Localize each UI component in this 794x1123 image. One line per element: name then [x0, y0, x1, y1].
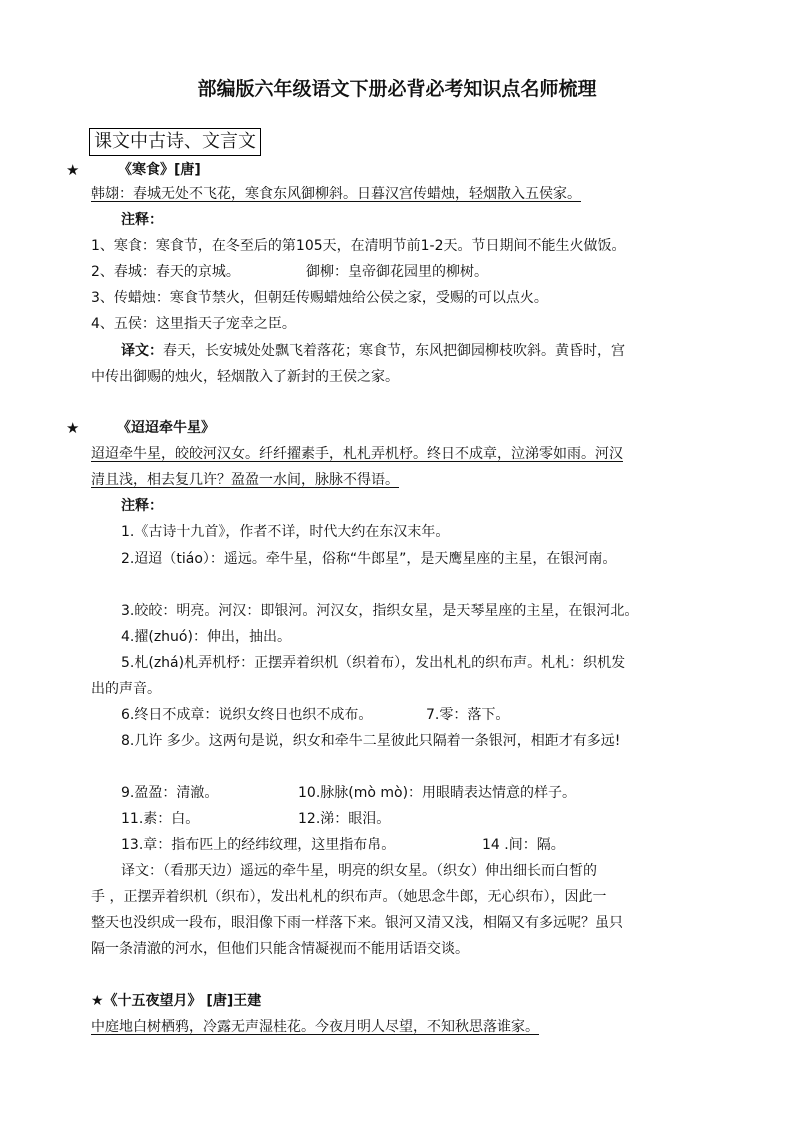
poem2-note-12: 12.涕：眼泪。	[298, 811, 391, 827]
poem2-notes-label: 注释：	[121, 498, 163, 514]
poem2-note-5: 5.札(zhá)札弄机杼：正摆弄着织机（织着布），发出札札的织布声。札札：织机发	[121, 655, 626, 671]
poem2-note-3: 3.皎皎：明亮。河汉：即银河。河汉女，指织女星，是天琴星座的主星，在银河北。	[121, 603, 639, 619]
poem2-note-10: 10.脉脉(mò mò)：用眼睛表达情意的样子。	[298, 785, 577, 801]
page-title: 部编版六年级语文下册必背必考知识点名师梳理	[197, 78, 597, 100]
poem2-translation-3: 整天也没织成一段布，眼泪像下雨一样落下来。银河又清又浅，相隔又有多远呢？虽只	[91, 915, 623, 931]
poem2-note-14: 14 .间：隔。	[482, 837, 565, 853]
poem2-text-2: 清且浅，相去复几许？盈盈一水间，脉脉不得语。	[91, 472, 399, 488]
poem2-note-9: 9.盈盈：清澈。	[121, 785, 219, 801]
poem1-text: 韩翃：春城无处不飞花，寒食东风御柳斜。日暮汉宫传蜡烛，轻烟散入五侯家。	[91, 186, 581, 202]
poem2-translation-2: 手 ，正摆弄着织机（织布），发出札札的织布声。（她思念牛郎，无心织布），因此一	[91, 889, 607, 905]
poem1-title: 《寒食》[唐]	[118, 162, 201, 178]
poem1-note-1: 1、寒食：寒食节，在冬至后的第105天，在清明节前1-2天。节日期间不能生火做饭。	[91, 238, 626, 254]
poem2-note-5-cont: 出的声音。	[91, 681, 161, 697]
poem2-note-6: 6.终日不成章：说织女终日也织不成布。	[121, 707, 373, 723]
star-icon: ★	[66, 419, 80, 437]
star-icon: ★	[66, 161, 80, 179]
poem1-notes-label: 注释：	[121, 212, 163, 228]
poem2-text-1: 迢迢牵牛星，皎皎河汉女。纤纤擢素手，札札弄机杼。终日不成章，泣涕零如雨。河汉	[91, 446, 623, 462]
poem1-note-4: 4、五侯：这里指天子宠幸之臣。	[91, 316, 296, 332]
section-heading: 课文中古诗、文言文	[89, 128, 261, 156]
poem3-text: 中庭地白树栖鸦，冷露无声湿桂花。今夜月明人尽望，不知秋思落谁家。	[91, 1019, 539, 1035]
poem2-note-11: 11.素：白。	[121, 811, 200, 827]
poem3-title: ★《十五夜望月》 [唐]王建	[91, 993, 262, 1009]
poem2-note-8: 8.几许 多少。这两句是说，织女和牵牛二星彼此只隔着一条银河，相距才有多远!	[121, 733, 621, 749]
poem2-note-13: 13.章：指布匹上的经纬纹理，这里指布帛。	[121, 837, 396, 853]
poem2-note-1: 1.《古诗十九首》，作者不详，时代大约在东汉末年。	[121, 524, 450, 540]
poem2-title: 《迢迢牵牛星》	[117, 420, 215, 436]
poem1-translation-label: 译文：	[121, 343, 163, 359]
poem2-note-2: 2.迢迢（tiáo）：遥远。牵牛星，俗称“牛郎星”，是天鹰星座的主星，在银河南。	[121, 551, 617, 567]
poem1-note-3: 3、传蜡烛：寒食节禁火，但朝廷传赐蜡烛给公侯之家，受赐的可以点火。	[91, 290, 548, 306]
poem1-note-2: 2、春城：春天的京城。	[91, 264, 240, 280]
poem2-note-7: 7.零：落下。	[426, 707, 510, 723]
poem2-translation-1: 译文：（看那天边）遥远的牵牛星，明亮的织女星。（织女）伸出细长而白皙的	[121, 863, 597, 879]
poem2-note-4: 4.擢(zhuó)：伸出，抽出。	[121, 629, 291, 645]
poem1-translation-1: 春天，长安城处处飘飞着落花；寒食节，东风把御园柳枝吹斜。黄昏时，宫	[163, 343, 625, 359]
poem2-translation-4: 隔一条清澈的河水，但他们只能含情凝视而不能用话语交谈。	[91, 941, 469, 957]
poem1-translation-2: 中传出御赐的烛火，轻烟散入了新封的王侯之家。	[91, 369, 399, 385]
poem1-note-2b: 御柳：皇帝御花园里的柳树。	[306, 264, 488, 280]
